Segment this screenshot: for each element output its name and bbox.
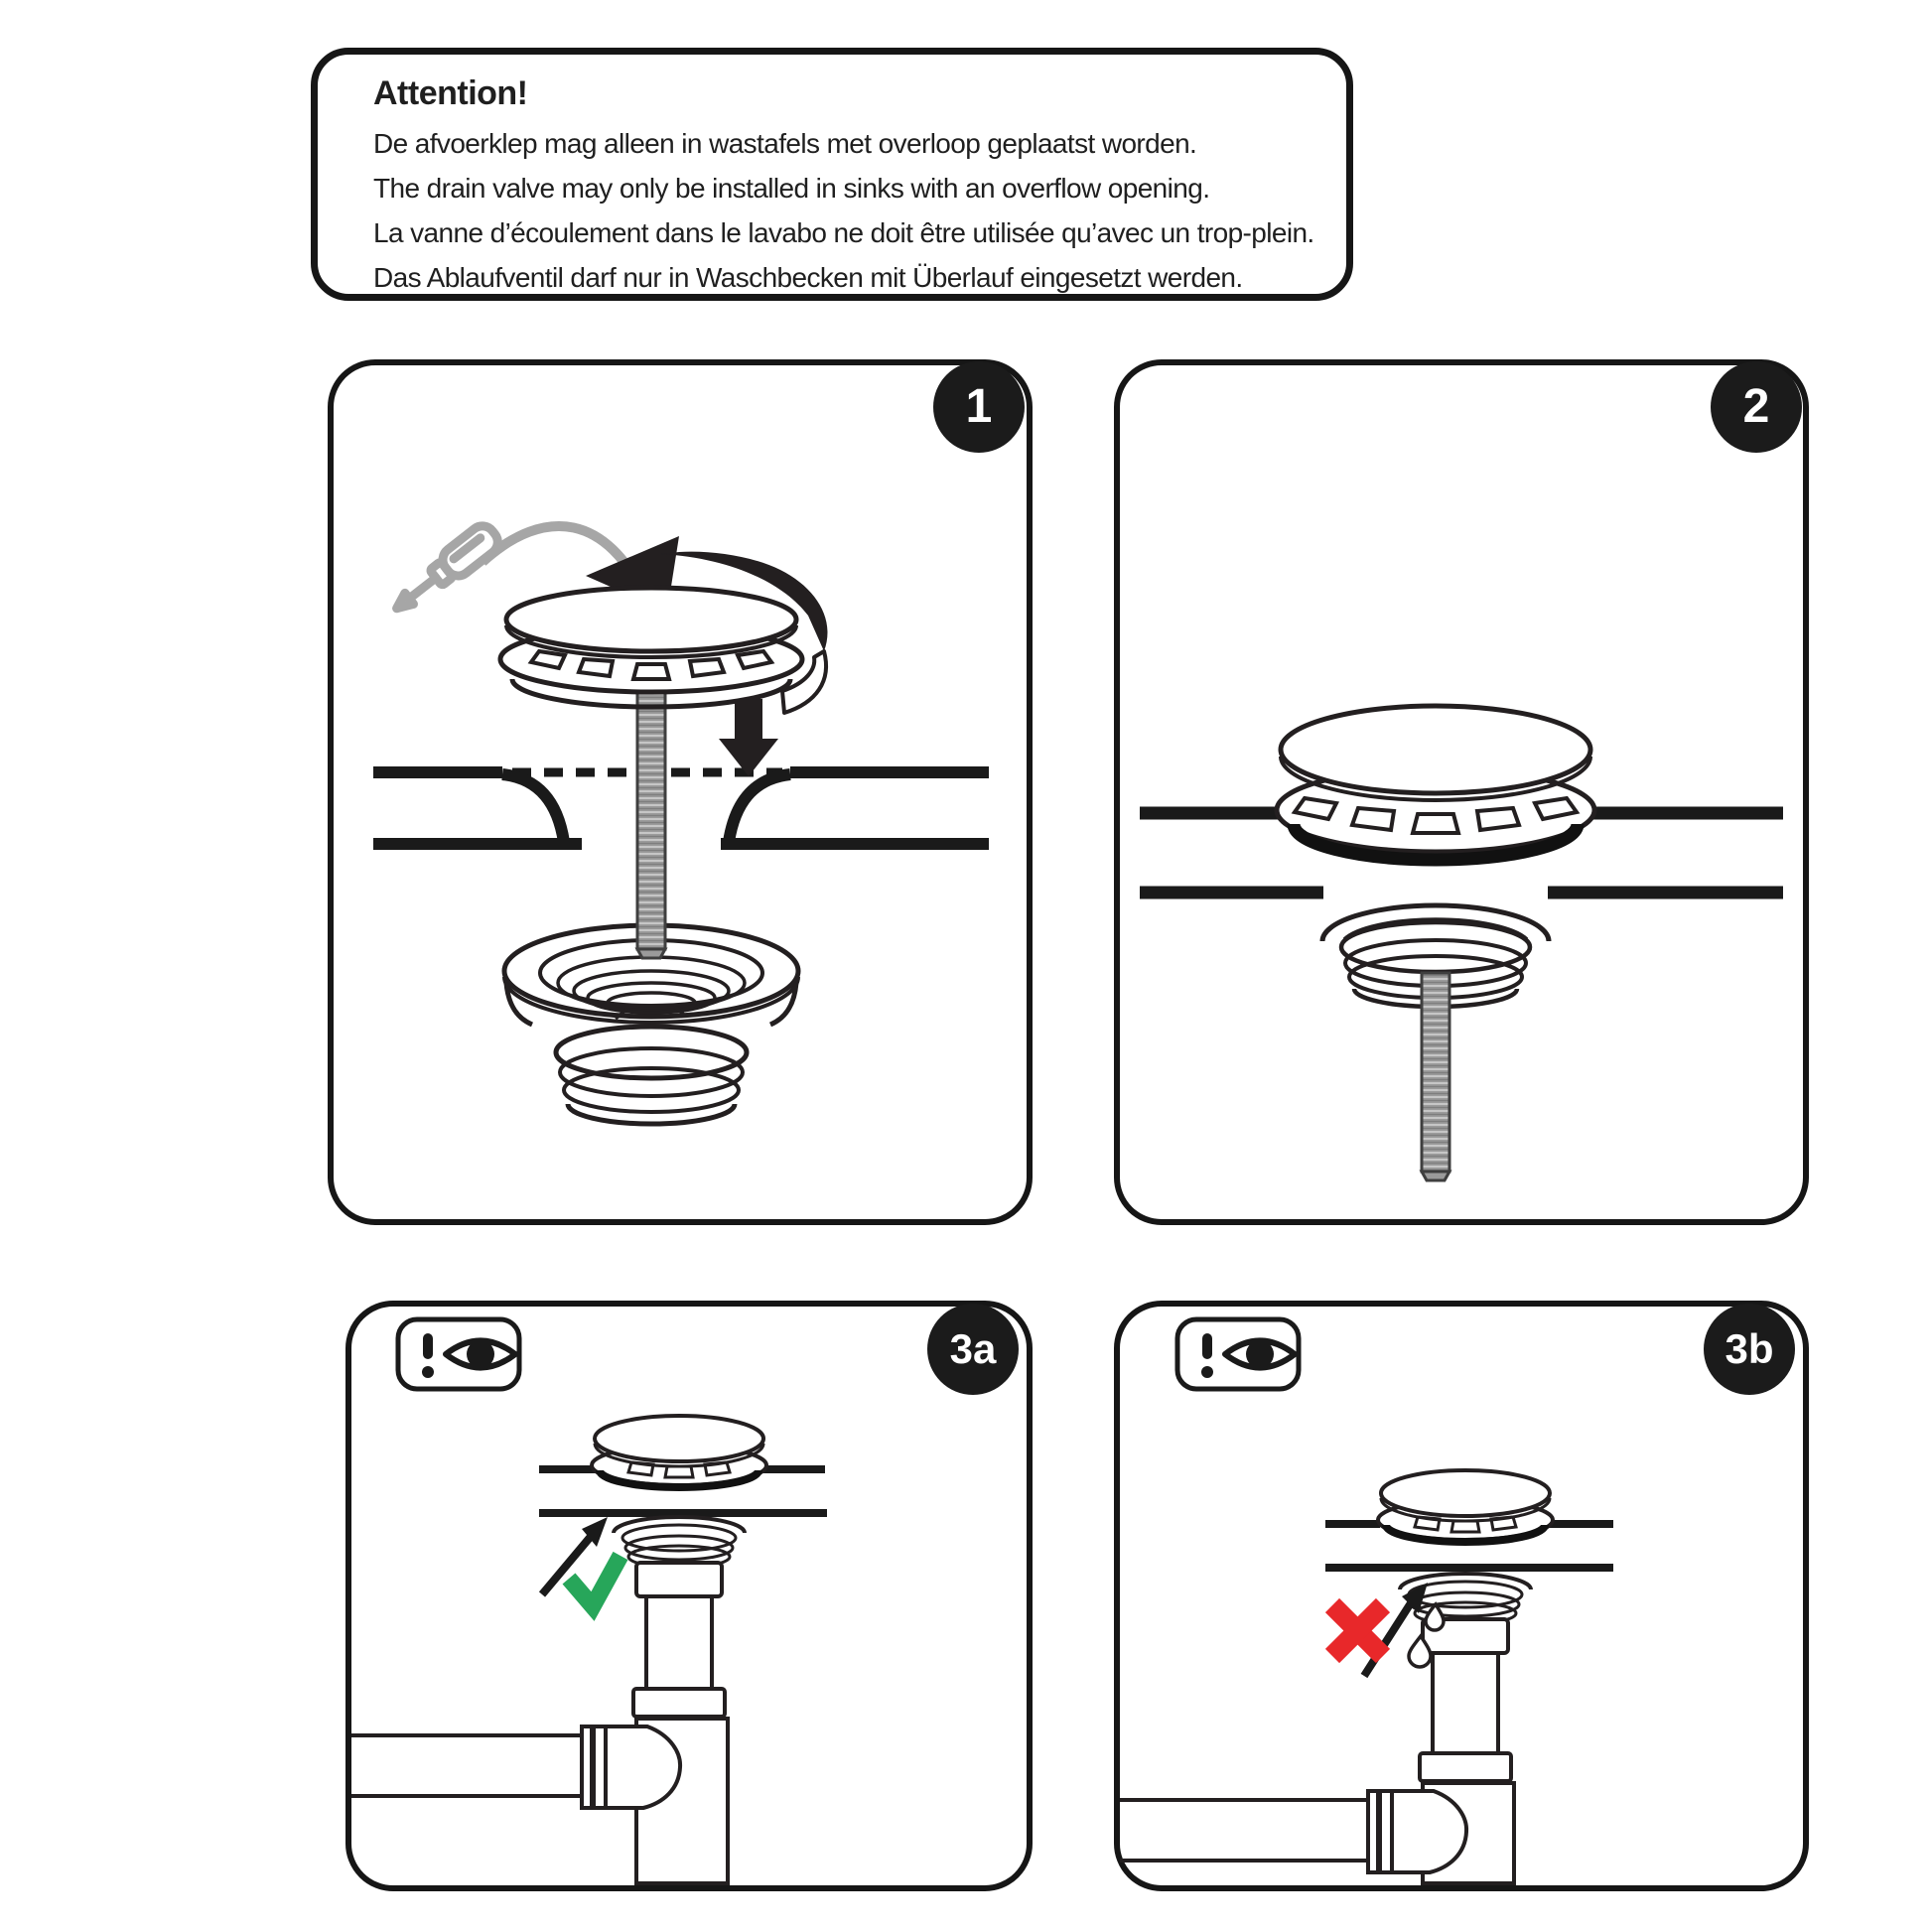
panel-step-3a (345, 1301, 1033, 1891)
exclamation-eye-icon (398, 1319, 519, 1389)
drain-and-trap (351, 1517, 745, 1883)
drain-cap (1277, 706, 1594, 860)
step-badge: 2 (1711, 361, 1802, 453)
step-2-illustration (1120, 365, 1803, 1219)
exclamation-eye-icon (1177, 1319, 1299, 1389)
step-badge: 3a (927, 1304, 1019, 1395)
attention-title: Attention! (373, 74, 528, 112)
panel-step-3b (1114, 1301, 1809, 1891)
sink-cross-section (373, 772, 989, 844)
step-1-illustration (334, 365, 1027, 1219)
panel-step-2 (1114, 359, 1809, 1225)
screwdriver-icon (387, 521, 502, 621)
panel-step-1 (328, 359, 1033, 1225)
drain-and-trap (1120, 1574, 1531, 1883)
attention-box (311, 48, 1353, 301)
attention-line-en: The drain valve may only be installed in sinks with an overflow opening. (373, 173, 1210, 204)
insert-down-arrow-icon (719, 699, 778, 776)
drain-cap (500, 588, 802, 707)
green-check-icon (569, 1556, 621, 1606)
step-badge: 3b (1704, 1304, 1795, 1395)
step-badge: 1 (933, 361, 1025, 453)
drain-cap (1378, 1470, 1553, 1542)
step-3b-illustration (1120, 1307, 1803, 1885)
red-cross-icon (1332, 1605, 1383, 1656)
drain-cap (592, 1416, 766, 1487)
attention-line-nl: De afvoerklep mag alleen in wastafels met overloop geplaatst worden. (373, 128, 1197, 159)
threaded-rod (1422, 973, 1449, 1180)
attention-line-fr: La vanne d’écoulement dans le lavabo ne doit être utilisée qu’avec un trop-plein. (373, 217, 1314, 248)
attention-line-de: Das Ablaufventil darf nur in Waschbecken mit Überlauf eingesetzt werden. (373, 262, 1243, 293)
step-3a-illustration (351, 1307, 1027, 1885)
